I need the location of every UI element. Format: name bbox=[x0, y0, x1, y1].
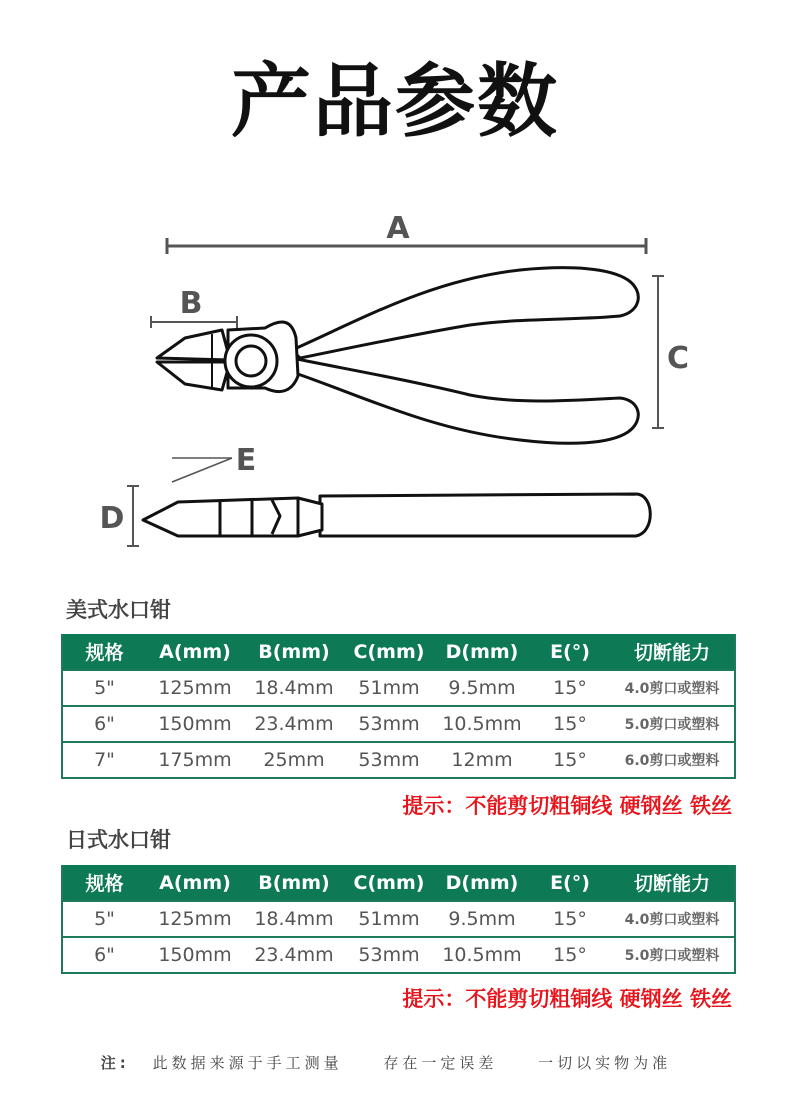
header-a: A(mm) bbox=[146, 865, 244, 901]
label-d: D bbox=[99, 501, 125, 536]
cell-e: 15° bbox=[530, 937, 610, 973]
cell-capacity: 5.0剪口或塑料 bbox=[610, 706, 735, 742]
pliers-top-view bbox=[157, 268, 638, 444]
cell-e: 15° bbox=[530, 901, 610, 937]
cell-a: 175mm bbox=[146, 742, 244, 778]
label-a: A bbox=[386, 211, 410, 246]
footer-note bbox=[0, 1052, 790, 1073]
jp-spec-table bbox=[61, 865, 736, 974]
cell-spec: 5" bbox=[62, 670, 146, 706]
table-row bbox=[62, 670, 735, 706]
cell-b: 23.4mm bbox=[244, 706, 344, 742]
table-row bbox=[62, 706, 735, 742]
header-capacity: 切断能力 bbox=[610, 634, 735, 670]
header-b: B(mm) bbox=[244, 865, 344, 901]
table-header-row bbox=[62, 865, 735, 901]
dimension-d bbox=[127, 486, 139, 546]
cell-c: 51mm bbox=[344, 670, 434, 706]
header-capacity: 切断能力 bbox=[610, 865, 735, 901]
cell-c: 53mm bbox=[344, 742, 434, 778]
header-c: C(mm) bbox=[344, 634, 434, 670]
footer-part2: 存在一定误差 bbox=[383, 1054, 498, 1072]
jp-section-title: 日式水口钳 bbox=[66, 828, 171, 852]
cell-b: 25mm bbox=[244, 742, 344, 778]
cell-capacity: 4.0剪口或塑料 bbox=[610, 670, 735, 706]
header-e: E(°) bbox=[530, 865, 610, 901]
header-spec: 规格 bbox=[62, 634, 146, 670]
us-warning-tip: 提示：不能剪切粗铜线 硬钢丝 铁丝 bbox=[402, 794, 732, 818]
cell-e: 15° bbox=[530, 706, 610, 742]
cell-spec: 6" bbox=[62, 937, 146, 973]
cell-d: 10.5mm bbox=[434, 706, 530, 742]
dimension-e bbox=[172, 458, 232, 482]
cell-c: 53mm bbox=[344, 706, 434, 742]
dimension-c bbox=[652, 276, 664, 428]
table-header-row bbox=[62, 634, 735, 670]
us-spec-table bbox=[61, 634, 736, 779]
us-section-title: 美式水口钳 bbox=[66, 598, 171, 622]
cell-e: 15° bbox=[530, 670, 610, 706]
label-b: B bbox=[179, 286, 203, 321]
label-e: E bbox=[235, 443, 257, 478]
label-c: C bbox=[666, 341, 690, 376]
cell-d: 9.5mm bbox=[434, 670, 530, 706]
cell-b: 18.4mm bbox=[244, 901, 344, 937]
cell-spec: 7" bbox=[62, 742, 146, 778]
cell-b: 18.4mm bbox=[244, 670, 344, 706]
cell-capacity: 4.0剪口或塑料 bbox=[610, 901, 735, 937]
cell-capacity: 6.0剪口或塑料 bbox=[610, 742, 735, 778]
footer-part1: 此数据来源于手工测量 bbox=[152, 1054, 343, 1072]
header-b: B(mm) bbox=[244, 634, 344, 670]
table-row bbox=[62, 937, 735, 973]
cell-spec: 5" bbox=[62, 901, 146, 937]
header-d: D(mm) bbox=[434, 865, 530, 901]
cell-e: 15° bbox=[530, 742, 610, 778]
cell-c: 51mm bbox=[344, 901, 434, 937]
header-a: A(mm) bbox=[146, 634, 244, 670]
jp-warning-tip: 提示：不能剪切粗铜线 硬钢丝 铁丝 bbox=[402, 987, 732, 1011]
table-row bbox=[62, 901, 735, 937]
footer-part3: 一切以实物为准 bbox=[538, 1054, 672, 1072]
cell-spec: 6" bbox=[62, 706, 146, 742]
table-row bbox=[62, 742, 735, 778]
page-title: 产品参数 bbox=[231, 55, 559, 148]
cell-b: 23.4mm bbox=[244, 937, 344, 973]
header-d: D(mm) bbox=[434, 634, 530, 670]
footer-prefix: 注: bbox=[100, 1054, 130, 1072]
cell-a: 125mm bbox=[146, 901, 244, 937]
cell-a: 150mm bbox=[146, 706, 244, 742]
cell-d: 10.5mm bbox=[434, 937, 530, 973]
cell-capacity: 5.0剪口或塑料 bbox=[610, 937, 735, 973]
header-e: E(°) bbox=[530, 634, 610, 670]
header-spec: 规格 bbox=[62, 865, 146, 901]
cell-d: 12mm bbox=[434, 742, 530, 778]
pliers-side-view bbox=[143, 494, 650, 536]
cell-d: 9.5mm bbox=[434, 901, 530, 937]
header-c: C(mm) bbox=[344, 865, 434, 901]
cell-c: 53mm bbox=[344, 937, 434, 973]
cell-a: 125mm bbox=[146, 670, 244, 706]
cell-a: 150mm bbox=[146, 937, 244, 973]
